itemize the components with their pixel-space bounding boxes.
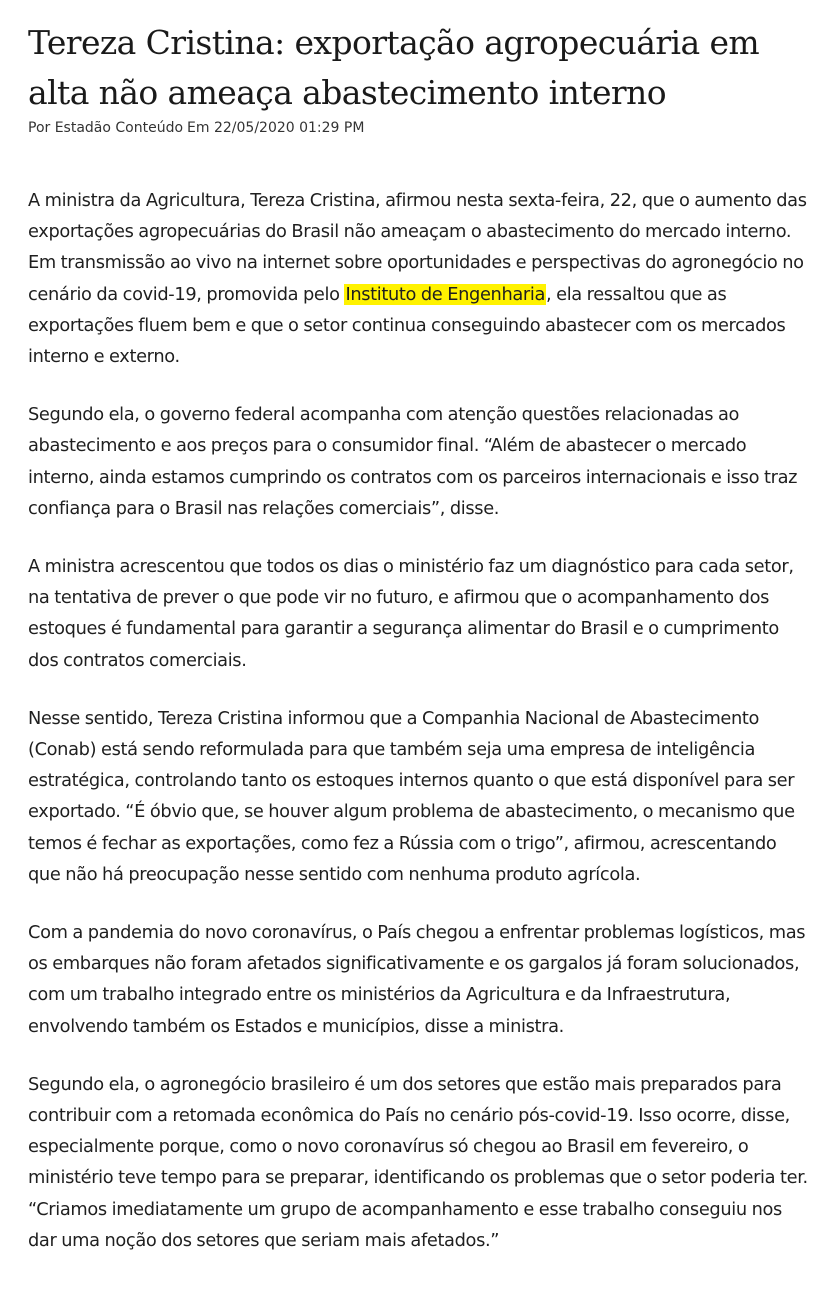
article-paragraph-5: Com a pandemia do novo coronavírus, o País chegou a enfrentar problemas logísticos, mas os embarques não foram afetados significativamente e os gargalos já foram solucionados, com um trabalho integrado entre os ministérios da Agricultura e da Infraestrutura, envolvendo também os Estados e municípios, disse a ministra. <box>28 922 806 1037</box>
byline-date: Em 22/05/2020 01:29 PM <box>187 120 365 136</box>
paragraph-1-text-before: A ministra da Agricultura, Tereza Cristina, afirmou nesta sexta-feira, 22, que o aumento das exportações agropecuárias do Brasil não ameaçam o abastecimento do mercado interno. Em transmissão ao vivo na internet sobre oportunidades e perspectivas do agronegócio no cenário da covid-19, promovida pelo <box>28 190 807 305</box>
article-paragraph-6: Segundo ela, o agronegócio brasileiro é um dos setores que estão mais preparados para contribuir com a retomada econômica do País no cenário pós-covid-19. Isso ocorre, disse, especialmente porque, como o novo coronavírus só chegou ao Brasil em fevereiro, o ministério teve tempo para se preparar, identificando os problemas que o setor poderia ter. “Criamos imediatamente um grupo de acompanhamento e esse trabalho conseguiu nos dar uma noção dos setores que seriam mais afetados.” <box>28 1073 808 1251</box>
paragraph-1-text-after: , ela ressaltou que as exportações fluem bem e que o setor continua conseguindo abastecer com os mercados interno e externo. <box>28 283 786 368</box>
byline-author: Por Estadão Conteúdo <box>28 120 184 136</box>
article-paragraph-1 <box>28 185 808 372</box>
article-paragraph-3: A ministra acrescentou que todos os dias o ministério faz um diagnóstico para cada setor, na tentativa de prever o que pode vir no futuro, e afirmou que o acompanhamento dos estoques é fundamental para garantir a segurança alimentar do Brasil e o cumprimento dos contratos comerciais. <box>28 556 794 671</box>
article-paragraph-2: Segundo ela, o governo federal acompanha com atenção questões relacionadas ao abastecimento e aos preços para o consumidor final. “Além de abastecer o mercado interno, ainda estamos cumprindo os contratos com os parceiros internacionais e isso traz confiança para o Brasil nas relações comerciais”, disse. <box>28 404 798 519</box>
article-body <box>28 185 808 1256</box>
article-headline: Tereza Cristina: exportação agropecuária em alta não ameaça abastecimento interno <box>28 23 760 112</box>
article-byline <box>28 119 808 137</box>
article-paragraph-4: Nesse sentido, Tereza Cristina informou que a Companhia Nacional de Abastecimento (Conab) está sendo reformulada para que também seja uma empresa de inteligência estratégica, controlando tanto os estoques internos quanto o que está disponível para ser exportado. “É óbvio que, se houver algum problema de abastecimento, o mecanismo que temos é fechar as exportações, como fez a Rússia com o trigo”, afirmou, acrescentando que não há preocupação nesse sentido com nenhuma produto agrícola. <box>28 707 795 885</box>
highlighted-link-instituto-de-engenharia[interactable]: Instituto de Engenharia <box>345 283 546 305</box>
